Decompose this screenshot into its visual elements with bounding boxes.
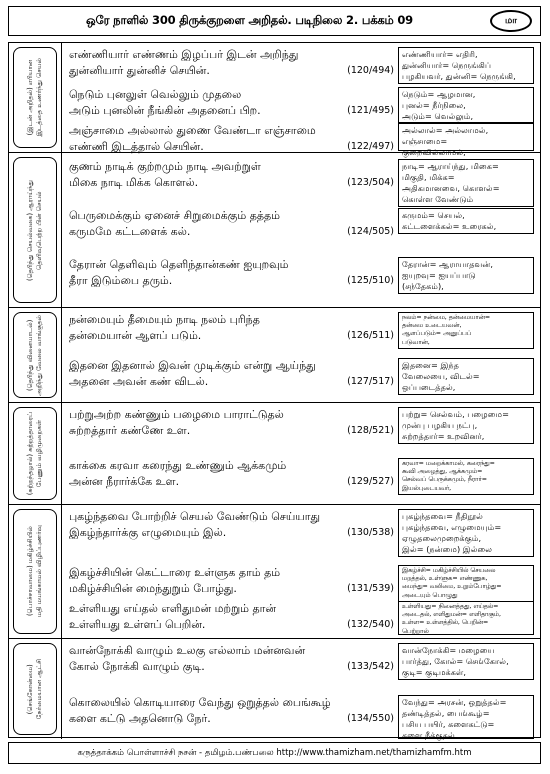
kural-number: (133/542) bbox=[347, 661, 394, 672]
section-label: (தெரிந்து வினையாடல்) அறிந்து வேலை வாங்குதல் bbox=[26, 314, 43, 396]
kural-number: (134/550) bbox=[347, 713, 394, 724]
kural-line-2: மிகை நாடி மிக்க கொளல். bbox=[69, 176, 199, 189]
kural-text bbox=[69, 601, 394, 635]
divider bbox=[61, 308, 62, 402]
word-meaning-box: நாடி= ஆராய்ந்து, மிகை= மிகுதி, மிக்க= அதிகமானவை, கொளல்= கொள்ள வேண்டும் bbox=[398, 159, 534, 207]
kural-line-2: இகழ்ந்தார்க்கு எழுமையும் இல். bbox=[69, 526, 227, 539]
section-label: (செங்கோன்மை) நேர்மையான ஆட்சி bbox=[26, 658, 43, 720]
section-label: (தெரிந்து செயல்வகை) ஆராய்ந்து தெளிவுபெற்ற பின் செயல் bbox=[26, 179, 43, 281]
kural-text bbox=[69, 87, 394, 123]
section-label: (பொச்சாவாமை) மகிழ்ச்சியில் மதி மயங்காமல் விழிப்புணர்வு bbox=[26, 525, 43, 618]
kural-line-1: நெடும் புனலுள் வெல்லும் முதலை bbox=[69, 88, 242, 101]
kural-row bbox=[63, 257, 540, 303]
kural-line-2: களை கட்டு அதனொடு நேர். bbox=[69, 712, 211, 725]
kural-row bbox=[63, 87, 540, 123]
section-label-box bbox=[13, 312, 57, 398]
kural-line-2: சுற்றத்தார் கண்ணே உள. bbox=[69, 424, 191, 437]
kural-line-2: அன்ன நீரார்க்கே உள. bbox=[69, 475, 180, 488]
page-footer: கருத்தாக்கம் பொள்ளாச்சி நசன் - தமிழம்.பண்பலை http://www.thamizham.net/thamizhamfm.htm bbox=[8, 742, 541, 764]
section-2 bbox=[9, 153, 540, 308]
kural-line-2: துன்னியார் துன்னிச் செயின். bbox=[69, 64, 210, 77]
divider bbox=[61, 639, 62, 739]
kural-line-1: குணம் நாடிக் குற்றமும் நாடி அவற்றுள் bbox=[69, 160, 261, 173]
kural-number: (127/517) bbox=[347, 376, 394, 387]
divider bbox=[61, 403, 62, 504]
kural-number: (132/540) bbox=[347, 619, 394, 630]
section-label-box bbox=[13, 47, 57, 148]
kural-line-1: எண்ணியார் எண்ணம் இழப்பர் இடன் அறிந்து bbox=[69, 48, 299, 61]
kural-number: (130/538) bbox=[347, 527, 394, 538]
kural-text bbox=[69, 695, 394, 739]
kural-table bbox=[8, 42, 541, 738]
kural-line-2: தீரா இடும்பை தரும். bbox=[69, 274, 173, 287]
kural-number: (125/510) bbox=[347, 275, 394, 286]
divider bbox=[61, 153, 62, 307]
kural-row bbox=[63, 47, 540, 85]
section-label: (இடன் அறிதல்) எரியான இடத்தை உணர்ந்து செயல் bbox=[26, 58, 43, 137]
kural-line-2: எண்ணி இடத்தால் செயின். bbox=[69, 140, 204, 153]
kural-number: (129/527) bbox=[347, 476, 394, 487]
kural-number: (120/494) bbox=[347, 65, 394, 76]
kural-line-1: பற்றுஅற்ற கண்ணும் பழைமை பாராட்டுதல் bbox=[69, 408, 284, 421]
kural-text bbox=[69, 643, 394, 685]
word-meaning-box: கருமம்= செயல், கட்டளைக்கல்= உரைகல், bbox=[398, 208, 534, 234]
kural-text bbox=[69, 47, 394, 85]
kural-line-2: அடும் புனலின் நீங்கின் அதனைப் பிற. bbox=[69, 104, 261, 117]
kural-text bbox=[69, 159, 394, 207]
kural-line-1: கொலையில் கொடியாரை வேந்து ஒறுத்தல் பைங்கூழ் bbox=[69, 696, 331, 709]
section-6 bbox=[9, 639, 540, 739]
kural-number: (126/511) bbox=[347, 330, 394, 341]
section-4 bbox=[9, 403, 540, 505]
kural-row bbox=[63, 643, 540, 685]
kural-row bbox=[63, 123, 540, 157]
kural-row bbox=[63, 601, 540, 635]
word-meaning-box: இகழ்ச்சி= மகிழ்ச்சியில் செயலை மறத்தல், உள்ளுக= எண்ணுக, மைந்து= வலிமை, உறும்போழ்து= அடையும் பொழுது bbox=[398, 565, 534, 602]
divider bbox=[61, 43, 62, 152]
word-meaning-box: அல்லால்= அல்லாமல், எஞ்சாமை= குறைவில்லாமல், bbox=[398, 123, 534, 151]
kural-line-1: நன்மையும் தீமையும் நாடி நலம் புரிந்த bbox=[69, 313, 260, 326]
kural-text bbox=[69, 312, 394, 356]
kural-number: (124/505) bbox=[347, 226, 394, 237]
word-meaning-box: புகழ்ந்தவை= நீதிநூல் புகழ்ந்தவை, எழுமையும்= ஏழுதலைமுறைக்கும், இல்= (நன்மை) இல்லை bbox=[398, 509, 534, 557]
word-meaning-box: தேரான்= ஆராயாதவன், ஐயுறவு= ஐயப்பாடு (சந்தேகம்), bbox=[398, 257, 534, 294]
kural-line-1: இதனை இதனால் இவன் முடிக்கும் என்று ஆய்ந்து bbox=[69, 359, 316, 372]
word-meaning-box: நெடும்= ஆழமான, புனல்= நீர்நிலை, அடும்= வெல்லும், bbox=[398, 87, 534, 123]
page-header bbox=[8, 6, 541, 36]
kural-line-2: மகிழ்ச்சியின் மைந்துறும் போழ்து. bbox=[69, 582, 237, 595]
word-meaning-box: வேந்து= அரசன், ஒறுத்தல்= தண்டித்தல், பைங்கூழ்= பசிய பயிர், களைகட்டு= களை நீக்குதல், bbox=[398, 695, 534, 739]
kural-number: (128/521) bbox=[347, 425, 394, 436]
kural-text bbox=[69, 509, 394, 557]
kural-text bbox=[69, 565, 394, 603]
kural-line-2: அதனை அவன் கண் விடல். bbox=[69, 375, 209, 388]
word-meaning-box: இதனை= இந்த வேலையை, விடல்= ஒப்படைத்தல், bbox=[398, 358, 534, 395]
kural-line-1: காக்கை கரவா கரைந்து உண்ணும் ஆக்கமும் bbox=[69, 459, 287, 472]
section-3 bbox=[9, 308, 540, 403]
kural-row bbox=[63, 358, 540, 398]
kural-row bbox=[63, 509, 540, 557]
kural-line-1: புகழ்ந்தவை போற்றிச் செயல் வேண்டும் செய்யாது bbox=[69, 510, 321, 523]
kural-line-2: கருமமே கட்டளைக் கல். bbox=[69, 225, 191, 238]
kural-row bbox=[63, 695, 540, 739]
word-meaning-box: வான்நோக்கி= மழையை பார்த்து, கோல்= செங்கோல், குடி= குடிமக்கள், bbox=[398, 643, 534, 680]
kural-row bbox=[63, 458, 540, 502]
section-label-box bbox=[13, 157, 57, 303]
word-meaning-box: நலம்= நன்மை, தன்மையான்= தன்மை உடையவன், ஆளப்படும்= அனுப்பப் படுவான், bbox=[398, 312, 534, 349]
word-meaning-box: கரவா= மறைக்காமல், கரைந்து= கூவி அழைத்து, ஆக்கமும்= செல்வப் பெருக்கமும், நீரார்= இயல்புடையவர், bbox=[398, 458, 534, 495]
kural-row bbox=[63, 565, 540, 603]
kural-line-1: இகழ்ச்சியின் கெட்டாரை உள்ளுக தாம் தம் bbox=[69, 566, 281, 579]
kural-line-1: தேரான் தெளிவும் தெளிந்தான்கண் ஐயுறவும் bbox=[69, 258, 289, 271]
kural-text bbox=[69, 407, 394, 449]
section-5 bbox=[9, 505, 540, 639]
kural-line-1: உள்ளியது எய்தல் எளிதுமன் மற்றும் தான் bbox=[69, 602, 277, 615]
kural-line-2: உள்ளியது உள்ளப் பெறின். bbox=[69, 618, 206, 631]
kural-text bbox=[69, 458, 394, 502]
kural-number: (121/495) bbox=[347, 105, 394, 116]
kural-text bbox=[69, 358, 394, 398]
section-label: (சுற்றந்தழால்) சுற்றத்தாரைப் பேணும் வழிமுறைகள் bbox=[26, 411, 43, 496]
divider bbox=[61, 505, 62, 638]
word-meaning-box: பற்று= செல்வம், பழைமை= முன்பு பழகிய நட்பு, சுற்றத்தார்= உறவினர், bbox=[398, 407, 534, 444]
kural-line-2: தன்மையான் ஆளப் படும். bbox=[69, 329, 202, 342]
kural-text bbox=[69, 123, 394, 151]
section-label-box bbox=[13, 509, 57, 634]
kural-row bbox=[63, 407, 540, 449]
kural-number: (122/497) bbox=[347, 141, 394, 152]
thamizham-logo: மா bbox=[490, 10, 532, 32]
kural-line-1: பெருமைக்கும் ஏனைச் சிறுமைக்கும் தத்தம் bbox=[69, 209, 281, 222]
word-meaning-box: உள்ளியது= நினைத்தது, எய்தல்= அடைதல், எளிதுமன்= எளிதாகும், உள்ள= உள்ளத்தில், பெறின்= பெற்றால் bbox=[398, 601, 534, 635]
kural-row bbox=[63, 159, 540, 207]
kural-number: (123/504) bbox=[347, 177, 394, 188]
kural-text bbox=[69, 208, 394, 248]
kural-row bbox=[63, 312, 540, 356]
kural-line-1: அஞ்சாமை அல்லால் துணை வேண்டா எஞ்சாமை bbox=[69, 124, 316, 137]
page bbox=[8, 6, 541, 766]
page-title: ஒரே நாளில் 300 திருக்குறளை அறிதல். படிநிலை 2. பக்கம் 09 bbox=[86, 13, 413, 27]
section-label-box bbox=[13, 643, 57, 735]
word-meaning-box: எண்ணியார்= எதிரி, துன்னியார்= நெருங்கிப் பழகியவர், துன்னி= நெருங்கி, bbox=[398, 47, 534, 84]
section-label-box bbox=[13, 407, 57, 500]
section-1 bbox=[9, 43, 540, 157]
kural-text bbox=[69, 257, 394, 303]
kural-row bbox=[63, 208, 540, 248]
kural-number: (131/539) bbox=[347, 583, 394, 594]
kural-line-1: வான்நோக்கி வாழும் உலகு எல்லாம் மன்னவன் bbox=[69, 644, 306, 657]
kural-line-2: கோல் நோக்கி வாழும் குடி. bbox=[69, 660, 205, 673]
